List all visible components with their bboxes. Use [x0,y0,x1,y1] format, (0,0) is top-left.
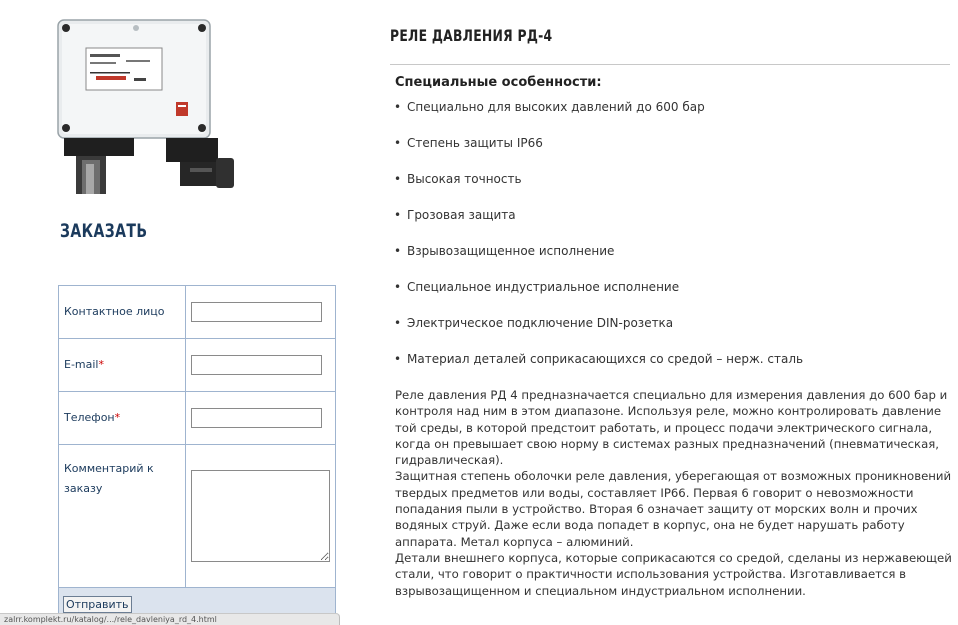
phone-label [59,392,186,445]
phone-input[interactable] [191,408,322,428]
comment-label [59,445,186,588]
form-row-email [59,339,336,392]
email-input[interactable] [191,355,322,375]
contact-label-text: Контактное лицо [64,305,165,318]
feature-item: • Степень защиты IP66 [393,134,803,170]
form-row-phone [59,392,336,445]
order-title: ЗАКАЗАТЬ [60,220,148,242]
feature-item: • Грозовая защита [393,206,803,242]
form-row-contact [59,286,336,339]
feature-item: • Специальное индустриальное исполнение [393,278,803,314]
title-divider [390,64,950,65]
product-image [56,18,236,196]
feature-item: • Высокая точность [393,170,803,206]
description-paragraph: Защитная степень оболочки реле давления, уберегающая от возможных проникновений твердых предметов или воды, составляет IP66. Первая 6 говорит о невозможности попадания пыли в устройство. Вторая 6 означает защиту от морских волн и прочих водяных струй. Даже если вода попадет в корпус, она не будет нарушать работу аппарата. Метал корпуса – алюминий. [395,469,952,549]
description-paragraph: Реле давления РД 4 предназначается специально для измерения давления до 600 бар и контроля над ним в этом диапазоне. Используя реле, можно контролировать давление той среды, в которой предстоит работать, и процесс подачи электрического сигнала, когда он превышает свою норму в системах разных предназначений (пневматическая, гидравлическая). [395,388,948,468]
features-list [393,98,803,386]
feature-item: • Материал деталей соприкасающихся со средой – нерж. сталь [393,350,803,386]
feature-item: • Взрывозащищенное исполнение [393,242,803,278]
comment-textarea[interactable] [191,470,330,562]
submit-button[interactable]: Отправить [63,596,132,613]
form-row-comment [59,445,336,588]
page-title: РЕЛЕ ДАВЛЕНИЯ РД-4 [390,26,553,45]
feature-item: • Электрическое подключение DIN-розетка [393,314,803,350]
description [395,387,953,599]
order-form [58,285,336,619]
contact-input[interactable] [191,302,322,322]
comment-label-text: Комментарий к заказу [64,462,154,495]
features-title: Специальные особенности: [395,75,602,90]
required-mark: * [114,411,121,424]
feature-item: • Специально для высоких давлений до 600 бар [393,98,803,134]
required-mark: * [98,358,104,371]
status-bar [0,613,340,625]
description-paragraph: Детали внешнего корпуса, которые соприкасаются со средой, сделаны из нержавеющей стали, что говорит о практичности использования устройства. Изготавливается в взрывозащищенном и специальном индустриальном исполнении. [395,550,952,598]
contact-label [59,286,186,339]
email-label-text: E-mail [64,358,99,371]
email-label [59,339,186,392]
phone-label-text: Телефон [64,411,115,424]
status-url: zalrr.komplekt.ru/katalog/.../rele_davleniya_rd_4.html [4,615,217,624]
